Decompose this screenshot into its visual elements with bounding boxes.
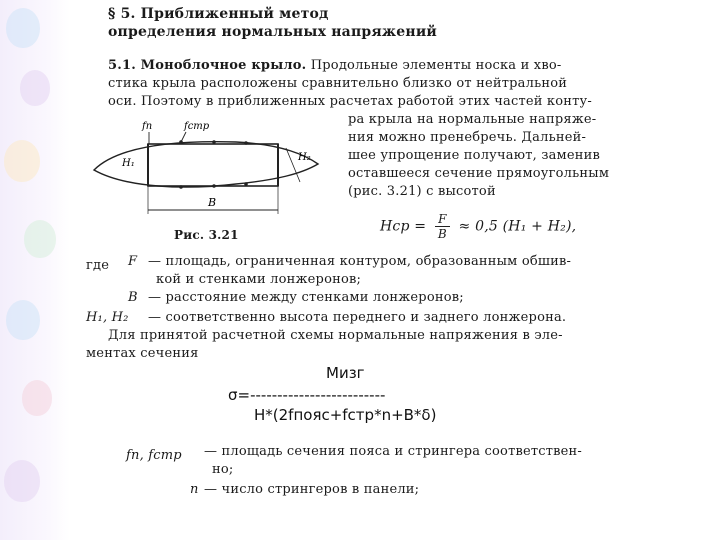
section-heading-line2: определения нормальных напряжений [108, 24, 437, 40]
wing-section-figure [86, 118, 336, 228]
definition-text: — площадь сечения пояса и стрингера соответствен- [204, 444, 583, 459]
definition-symbol: n [190, 482, 199, 497]
spar-box [148, 144, 278, 186]
section-heading-line1: § 5. Приближенный метод [108, 6, 329, 22]
balloon-decoration [22, 380, 52, 416]
balloon-decoration [20, 70, 50, 106]
paragraph-right-line: оставшееся сечение прямоугольным [348, 166, 610, 181]
paragraph-line: оси. Поэтому в приближенных расчетах работой этих частей конту- [108, 94, 592, 109]
formula-rhs: ≈ 0,5 (H₁ + H₂), [458, 218, 577, 235]
formula-fraction [435, 212, 450, 241]
balloon-decoration [24, 220, 56, 258]
main-formula-denominator: H*(2fпояс+fстр*n+B*δ) [254, 406, 437, 424]
paragraph-right-line: ра крыла на нормальные напряже- [348, 112, 597, 127]
stringer-dot [212, 184, 216, 188]
label-h1: H₁ [122, 158, 135, 169]
stringer-dot [212, 140, 216, 144]
leader-fstr [181, 132, 186, 142]
paragraph-right-line: шее упрощение получают, заменив [348, 148, 601, 163]
figure-caption: Рис. 3.21 [174, 228, 239, 242]
definition-text: — расстояние между стенками лонжеронов; [148, 290, 464, 305]
subsection-title: 5.1. Моноблочное крыло. [108, 58, 307, 73]
decorative-balloon-border [0, 0, 70, 540]
definition-text: но; [212, 462, 234, 477]
paragraph-line: Для принятой расчетной схемы нормальные напряжения в эле- [108, 328, 563, 343]
balloon-decoration [4, 140, 40, 182]
stringer-dot [244, 141, 248, 145]
definition-symbol: F [128, 254, 138, 269]
paragraph-right-line: ния можно пренебречь. Дальней- [348, 130, 587, 145]
balloon-decoration [6, 8, 40, 48]
formula-numerator: F [435, 212, 450, 227]
definition-text: — соответственно высота переднего и заднего лонжерона. [148, 310, 567, 325]
paragraph-text: Продольные элементы носка и хво- [310, 58, 562, 73]
stringer-dot [179, 185, 183, 189]
label-b: B [208, 196, 217, 209]
scanned-textbook-page [80, 0, 640, 540]
definition-symbol: B [128, 290, 138, 305]
formula-denominator: B [437, 227, 447, 241]
paragraph-right-line: (рис. 3.21) с высотой [348, 184, 496, 199]
definition-text: — число стрингеров в панели; [204, 482, 420, 497]
paragraph-line: стика крыла расположены сравнительно близко от нейтральной [108, 76, 568, 91]
paragraph-line: ментах сечения [86, 346, 199, 361]
balloon-decoration [4, 460, 40, 502]
paragraph-line [108, 58, 561, 73]
definition-text: — площадь, ограниченная контуром, образованным обшив- [148, 254, 572, 269]
label-h2: H₂ [298, 152, 311, 163]
balloon-decoration [6, 300, 40, 340]
label-fstr: fстр [184, 121, 210, 132]
definition-text: кой и стенками лонжеронов; [156, 272, 362, 287]
definition-symbol: fп, fстр [126, 448, 182, 463]
definition-symbol: H₁, H₂ [86, 310, 129, 325]
main-formula-numerator: Мизг [326, 364, 365, 382]
label-fn: fп [142, 121, 153, 132]
definition-where: где [86, 258, 110, 273]
stringer-dot [244, 182, 248, 186]
main-formula-sigma-line: σ=------------------------- [228, 386, 386, 404]
formula-hcp [380, 212, 576, 241]
formula-lhs: Hср = [380, 218, 427, 235]
